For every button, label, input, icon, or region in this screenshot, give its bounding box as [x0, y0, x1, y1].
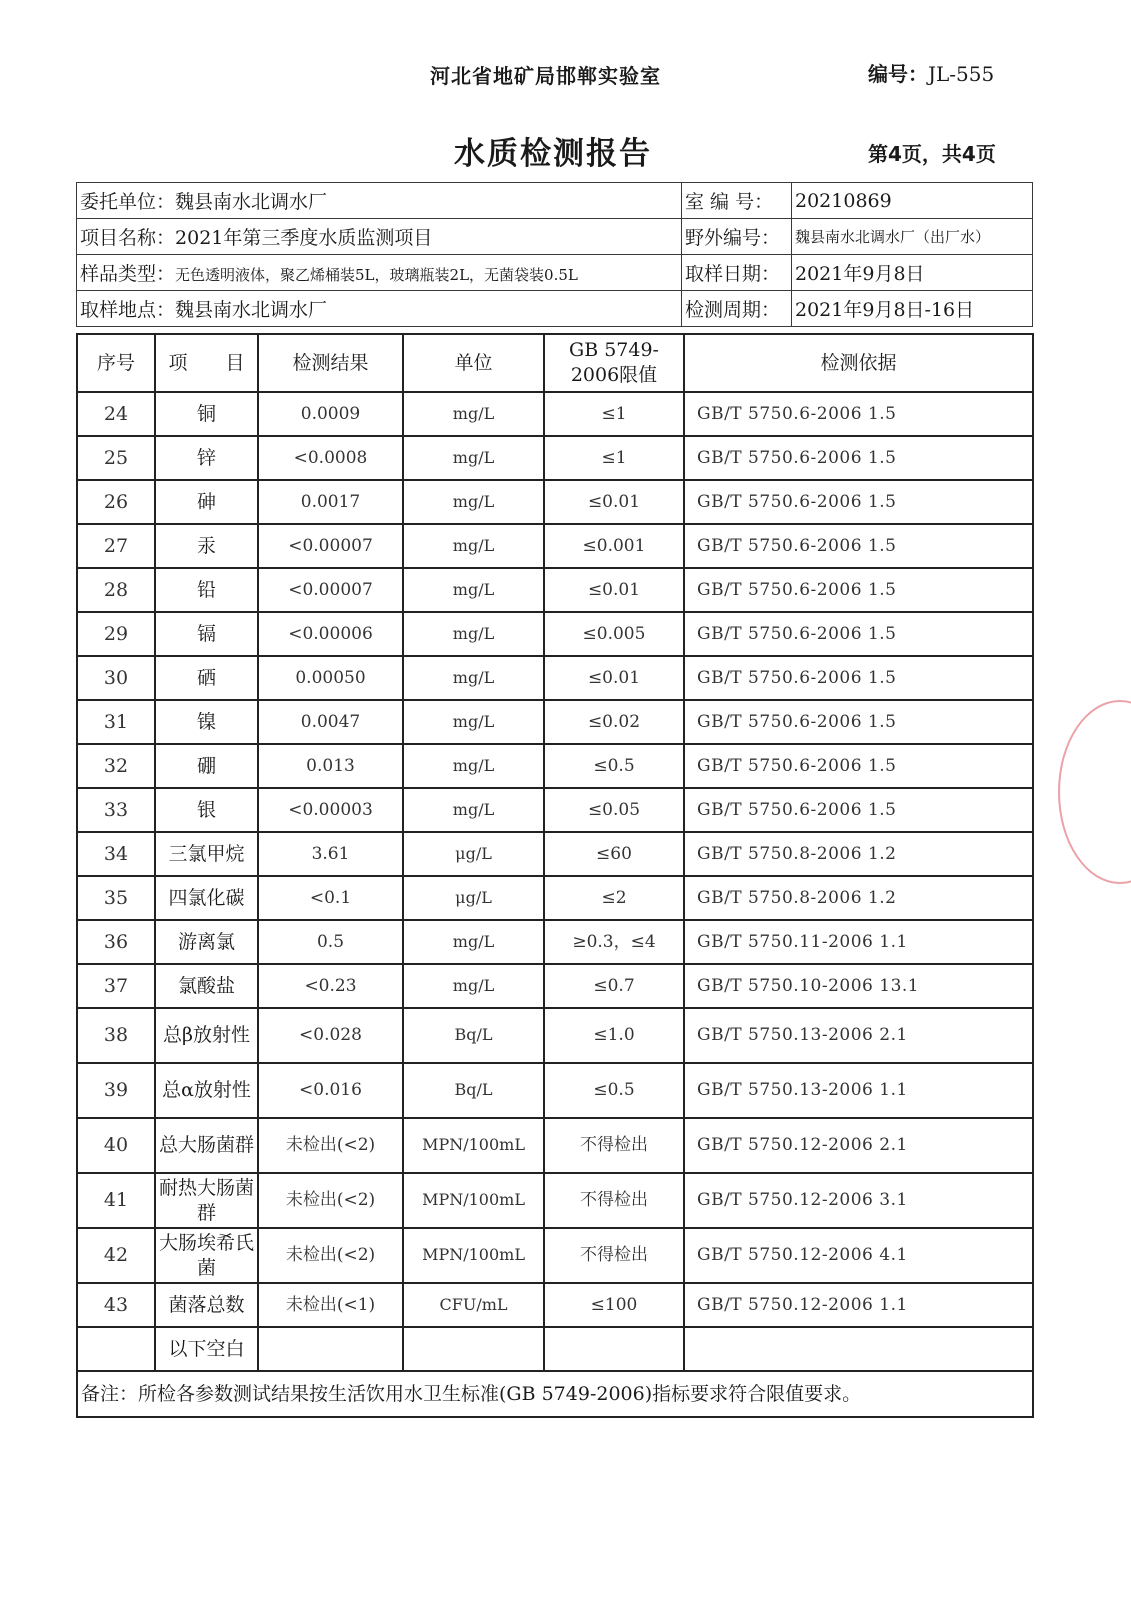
- cell-basis: GB/T 5750.12-2006 4.1: [684, 1228, 1033, 1283]
- cell-item: 大肠埃希氏菌: [155, 1228, 258, 1283]
- cell-limit: ≤1: [544, 436, 684, 480]
- table-row: [77, 1327, 1033, 1371]
- cell-limit: ≤0.01: [544, 656, 684, 700]
- seal-stamp: [1058, 700, 1131, 884]
- cell-item: 耐热大肠菌群: [155, 1173, 258, 1228]
- table-row: [77, 480, 1033, 524]
- cell-result: 3.61: [258, 832, 403, 876]
- cell-unit: mg/L: [403, 480, 544, 524]
- header-unit: 单位: [403, 334, 544, 392]
- cell-result: 未检出(<1): [258, 1283, 403, 1327]
- period-value: 2021年9月8日-16日: [792, 291, 1033, 327]
- info-row: [77, 183, 1033, 219]
- info-table: [76, 182, 1033, 327]
- cell-result: <0.0008: [258, 436, 403, 480]
- cell-basis: GB/T 5750.12-2006 1.1: [684, 1283, 1033, 1327]
- location-cell: [77, 291, 682, 327]
- cell-seq: 25: [77, 436, 155, 480]
- cell-result: 0.5: [258, 920, 403, 964]
- cell-item: 三氯甲烷: [155, 832, 258, 876]
- cell-result: 未检出(<2): [258, 1228, 403, 1283]
- cell-basis: GB/T 5750.12-2006 3.1: [684, 1173, 1033, 1228]
- cell-result: 0.0017: [258, 480, 403, 524]
- cell-seq: 39: [77, 1063, 155, 1118]
- table-row: [77, 656, 1033, 700]
- cell-unit: MPN/100mL: [403, 1173, 544, 1228]
- period-label: 检测周期：: [682, 291, 792, 327]
- header-basis: 检测依据: [684, 334, 1033, 392]
- cell-unit: μg/L: [403, 876, 544, 920]
- cell-result: <0.028: [258, 1008, 403, 1063]
- cell-item: 砷: [155, 480, 258, 524]
- table-row: [77, 436, 1033, 480]
- cell-result: 0.0047: [258, 700, 403, 744]
- cell-item: 总大肠菌群: [155, 1118, 258, 1173]
- cell-seq: 32: [77, 744, 155, 788]
- cell-basis: GB/T 5750.6-2006 1.5: [684, 436, 1033, 480]
- cell-item: 镉: [155, 612, 258, 656]
- cell-seq: 42: [77, 1228, 155, 1283]
- cell-limit: [544, 1327, 684, 1371]
- cell-result: <0.016: [258, 1063, 403, 1118]
- field-no-label: 野外编号：: [682, 219, 792, 255]
- client-cell: [77, 183, 682, 219]
- header-seq: 序号: [77, 334, 155, 392]
- results-header-row: [77, 334, 1033, 392]
- cell-seq: 29: [77, 612, 155, 656]
- field-no-value: 魏县南水北调水厂（出厂水）: [792, 219, 1033, 255]
- header-result: 检测结果: [258, 334, 403, 392]
- cell-result: 0.00050: [258, 656, 403, 700]
- table-row: [77, 744, 1033, 788]
- cell-item: 锌: [155, 436, 258, 480]
- cell-result: 未检出(<2): [258, 1118, 403, 1173]
- table-row: [77, 1118, 1033, 1173]
- cell-basis: GB/T 5750.13-2006 1.1: [684, 1063, 1033, 1118]
- cell-item: 菌落总数: [155, 1283, 258, 1327]
- table-row: [77, 832, 1033, 876]
- client-value: 魏县南水北调水厂: [175, 191, 328, 213]
- lab-name: 河北省地矿局邯郸实验室: [430, 64, 661, 88]
- cell-limit: ≤0.05: [544, 788, 684, 832]
- report-number: [868, 58, 994, 87]
- cell-limit: ≤0.01: [544, 568, 684, 612]
- cell-result: 0.013: [258, 744, 403, 788]
- table-row: [77, 1063, 1033, 1118]
- client-label: 委托单位：: [80, 191, 176, 213]
- page-info: 第4页，共4页: [868, 142, 996, 166]
- cell-basis: GB/T 5750.6-2006 1.5: [684, 744, 1033, 788]
- cell-unit: mg/L: [403, 612, 544, 656]
- cell-unit: [403, 1327, 544, 1371]
- cell-unit: Bq/L: [403, 1008, 544, 1063]
- cell-seq: 35: [77, 876, 155, 920]
- cell-limit: 不得检出: [544, 1228, 684, 1283]
- cell-basis: GB/T 5750.13-2006 2.1: [684, 1008, 1033, 1063]
- cell-unit: mg/L: [403, 392, 544, 436]
- cell-basis: GB/T 5750.6-2006 1.5: [684, 480, 1033, 524]
- cell-unit: mg/L: [403, 700, 544, 744]
- cell-basis: GB/T 5750.6-2006 1.5: [684, 700, 1033, 744]
- sampling-date-label: 取样日期：: [682, 255, 792, 291]
- sample-type-cell: [77, 255, 682, 291]
- room-no-label: 室 编 号：: [682, 183, 792, 219]
- report-number-label: 编号：: [868, 62, 928, 86]
- table-row: [77, 1228, 1033, 1283]
- cell-unit: mg/L: [403, 788, 544, 832]
- cell-seq: 28: [77, 568, 155, 612]
- cell-unit: mg/L: [403, 524, 544, 568]
- cell-result: 0.0009: [258, 392, 403, 436]
- cell-result: [258, 1327, 403, 1371]
- info-row: [77, 255, 1033, 291]
- project-cell: [77, 219, 682, 255]
- cell-limit: ≤1.0: [544, 1008, 684, 1063]
- cell-item: 银: [155, 788, 258, 832]
- report-title: 水质检测报告: [454, 136, 652, 172]
- project-value: 2021年第三季度水质监测项目: [175, 227, 433, 249]
- table-row: [77, 524, 1033, 568]
- cell-seq: 38: [77, 1008, 155, 1063]
- cell-basis: GB/T 5750.6-2006 1.5: [684, 612, 1033, 656]
- cell-unit: μg/L: [403, 832, 544, 876]
- sample-type-label: 样品类型：: [80, 263, 176, 285]
- cell-limit: ≤0.001: [544, 524, 684, 568]
- cell-basis: GB/T 5750.10-2006 13.1: [684, 964, 1033, 1008]
- cell-limit: ≤0.5: [544, 744, 684, 788]
- cell-item: 镍: [155, 700, 258, 744]
- cell-basis: GB/T 5750.8-2006 1.2: [684, 876, 1033, 920]
- cell-seq: 37: [77, 964, 155, 1008]
- cell-basis: GB/T 5750.11-2006 1.1: [684, 920, 1033, 964]
- sample-type-value: 无色透明液体，聚乙烯桶装5L，玻璃瓶装2L，无菌袋装0.5L: [175, 266, 578, 284]
- cell-basis: [684, 1327, 1033, 1371]
- cell-item: 氯酸盐: [155, 964, 258, 1008]
- room-no-value: 20210869: [792, 183, 1033, 219]
- location-value: 魏县南水北调水厂: [175, 299, 328, 321]
- cell-seq: 43: [77, 1283, 155, 1327]
- cell-unit: mg/L: [403, 920, 544, 964]
- cell-limit: 不得检出: [544, 1173, 684, 1228]
- cell-limit: ≤2: [544, 876, 684, 920]
- project-label: 项目名称：: [80, 227, 176, 249]
- cell-limit: ≤60: [544, 832, 684, 876]
- cell-seq: 31: [77, 700, 155, 744]
- cell-item: 汞: [155, 524, 258, 568]
- cell-item: 硒: [155, 656, 258, 700]
- cell-limit: ≤0.005: [544, 612, 684, 656]
- info-row: [77, 219, 1033, 255]
- cell-basis: GB/T 5750.12-2006 2.1: [684, 1118, 1033, 1173]
- cell-seq: 40: [77, 1118, 155, 1173]
- cell-seq: [77, 1327, 155, 1371]
- cell-seq: 24: [77, 392, 155, 436]
- table-row: [77, 920, 1033, 964]
- note-row: [77, 1371, 1033, 1417]
- table-row: [77, 700, 1033, 744]
- table-row: [77, 876, 1033, 920]
- cell-unit: mg/L: [403, 436, 544, 480]
- cell-result: <0.00003: [258, 788, 403, 832]
- location-label: 取样地点：: [80, 299, 176, 321]
- cell-result: 未检出(<2): [258, 1173, 403, 1228]
- table-row: [77, 1283, 1033, 1327]
- cell-item: 四氯化碳: [155, 876, 258, 920]
- cell-limit: ≤0.7: [544, 964, 684, 1008]
- cell-limit: ≤0.02: [544, 700, 684, 744]
- cell-item: 游离氯: [155, 920, 258, 964]
- note: 备注：所检各参数测试结果按生活饮用水卫生标准(GB 5749-2006)指标要求符合限值要求。: [77, 1371, 1033, 1417]
- cell-basis: GB/T 5750.8-2006 1.2: [684, 832, 1033, 876]
- cell-item: 总β放射性: [155, 1008, 258, 1063]
- cell-seq: 41: [77, 1173, 155, 1228]
- cell-limit: ≤0.01: [544, 480, 684, 524]
- table-row: [77, 788, 1033, 832]
- cell-seq: 36: [77, 920, 155, 964]
- cell-result: <0.23: [258, 964, 403, 1008]
- cell-unit: MPN/100mL: [403, 1228, 544, 1283]
- sampling-date-value: 2021年9月8日: [792, 255, 1033, 291]
- cell-item: 铅: [155, 568, 258, 612]
- cell-item: 以下空白: [155, 1327, 258, 1371]
- cell-result: <0.00007: [258, 568, 403, 612]
- cell-unit: mg/L: [403, 568, 544, 612]
- cell-basis: GB/T 5750.6-2006 1.5: [684, 568, 1033, 612]
- cell-seq: 33: [77, 788, 155, 832]
- header-item: 项 目: [155, 334, 258, 392]
- table-row: [77, 964, 1033, 1008]
- cell-limit: ≤0.5: [544, 1063, 684, 1118]
- table-row: [77, 1173, 1033, 1228]
- report-number-value: JL-555: [928, 62, 995, 86]
- cell-limit: 不得检出: [544, 1118, 684, 1173]
- cell-unit: mg/L: [403, 744, 544, 788]
- table-row: [77, 392, 1033, 436]
- info-row: [77, 291, 1033, 327]
- cell-unit: mg/L: [403, 964, 544, 1008]
- table-row: [77, 568, 1033, 612]
- cell-result: <0.1: [258, 876, 403, 920]
- cell-basis: GB/T 5750.6-2006 1.5: [684, 524, 1033, 568]
- cell-limit: ≥0.3，≤4: [544, 920, 684, 964]
- results-table: [76, 333, 1034, 1418]
- cell-seq: 26: [77, 480, 155, 524]
- cell-item: 总α放射性: [155, 1063, 258, 1118]
- cell-unit: CFU/mL: [403, 1283, 544, 1327]
- cell-seq: 27: [77, 524, 155, 568]
- cell-result: <0.00007: [258, 524, 403, 568]
- cell-basis: GB/T 5750.6-2006 1.5: [684, 392, 1033, 436]
- cell-item: 铜: [155, 392, 258, 436]
- cell-seq: 34: [77, 832, 155, 876]
- cell-seq: 30: [77, 656, 155, 700]
- header-limit: GB 5749-2006限值: [544, 334, 684, 392]
- cell-unit: mg/L: [403, 656, 544, 700]
- cell-item: 硼: [155, 744, 258, 788]
- cell-unit: Bq/L: [403, 1063, 544, 1118]
- cell-result: <0.00006: [258, 612, 403, 656]
- cell-limit: ≤1: [544, 392, 684, 436]
- cell-unit: MPN/100mL: [403, 1118, 544, 1173]
- cell-basis: GB/T 5750.6-2006 1.5: [684, 656, 1033, 700]
- cell-basis: GB/T 5750.6-2006 1.5: [684, 788, 1033, 832]
- table-row: [77, 1008, 1033, 1063]
- table-row: [77, 612, 1033, 656]
- cell-limit: ≤100: [544, 1283, 684, 1327]
